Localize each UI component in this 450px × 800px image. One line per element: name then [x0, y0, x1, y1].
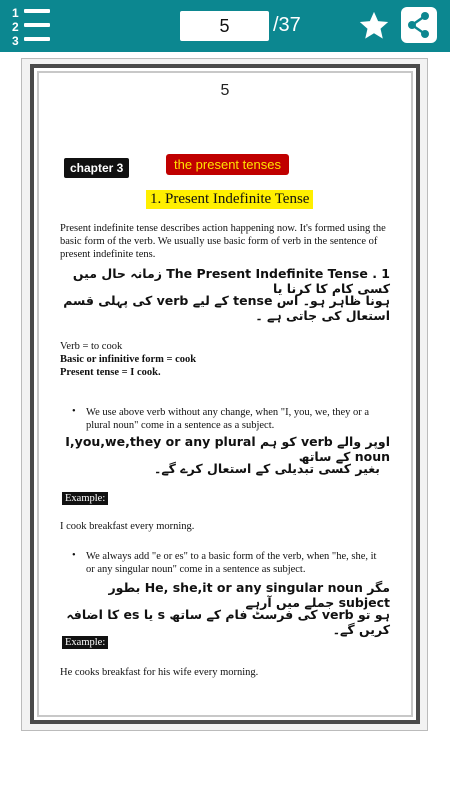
intro-paragraph: Present indefinite tense describes action happening now. It's formed using the basic form of the verb. We usually use basic form of verb in the sentence of present indefinite tens. [60, 223, 386, 260]
verb-definition-2: Basic or infinitive form = cook [60, 354, 197, 365]
document-page[interactable] [30, 64, 420, 724]
star-icon[interactable] [357, 9, 391, 43]
example-label-1: Example: [62, 492, 108, 505]
bullet-text-2: We always add "e or es" to a basic form of the verb, when "he, she, it or any singular noun" come in a sentence as subject. [86, 551, 377, 575]
top-toolbar [0, 0, 450, 52]
share-icon[interactable] [401, 7, 437, 43]
document-page-number: 5 [220, 82, 230, 99]
verb-definition-3: Present tense = I cook. [60, 367, 161, 378]
urdu-line-6: ہو تو verb کی فرسٹ فام کے ساتھ s یا es کا اضافہ کریں گے۔ [66, 607, 390, 637]
section-badge: the present tenses [166, 154, 289, 175]
urdu-line-2: ہونا ظاہر ہو۔ اس tense کے لیے verb کی پہلی قسم استعال کی جاتی ہے ۔ [63, 293, 390, 323]
page-total-label: /37 [273, 14, 301, 36]
numbered-list-icon[interactable] [8, 5, 54, 47]
urdu-line-1: 1 . The Present Indefinite Tense زمانہ حال میں کسی کام کا کرنا یا [72, 266, 390, 296]
urdu-line-5: مگر He, she,it or any singular noun بطور subject جملے میں آرہے [108, 580, 390, 610]
bullet-dot-1: • [72, 406, 76, 417]
example-text-1: I cook breakfast every morning. [60, 521, 195, 532]
bullet-dot-2: • [72, 550, 76, 561]
menu-digit-2: 2 [12, 20, 19, 34]
page-number-input[interactable] [180, 11, 269, 41]
menu-digit-3: 3 [12, 34, 19, 47]
example-label-2: Example: [62, 636, 108, 649]
chapter-label: chapter 3 [64, 158, 129, 178]
page-heading: 1. Present Indefinite Tense [146, 190, 313, 209]
urdu-line-3: اوپر والے verb کو ہم I,you,we,they or any plural noun کے ساتھ [65, 434, 390, 464]
urdu-line-4: بغیر کسی تبدیلی کے استعال کرے گے۔ [154, 461, 380, 476]
verb-definition-1: Verb = to cook [60, 341, 123, 352]
bullet-text-1: We use above verb without any change, when "I, you, we, they or a plural noun" come in a sentence as a subject. [86, 407, 370, 431]
example-text-2: He cooks breakfast for his wife every morning. [60, 667, 259, 678]
menu-digit-1: 1 [12, 6, 19, 20]
